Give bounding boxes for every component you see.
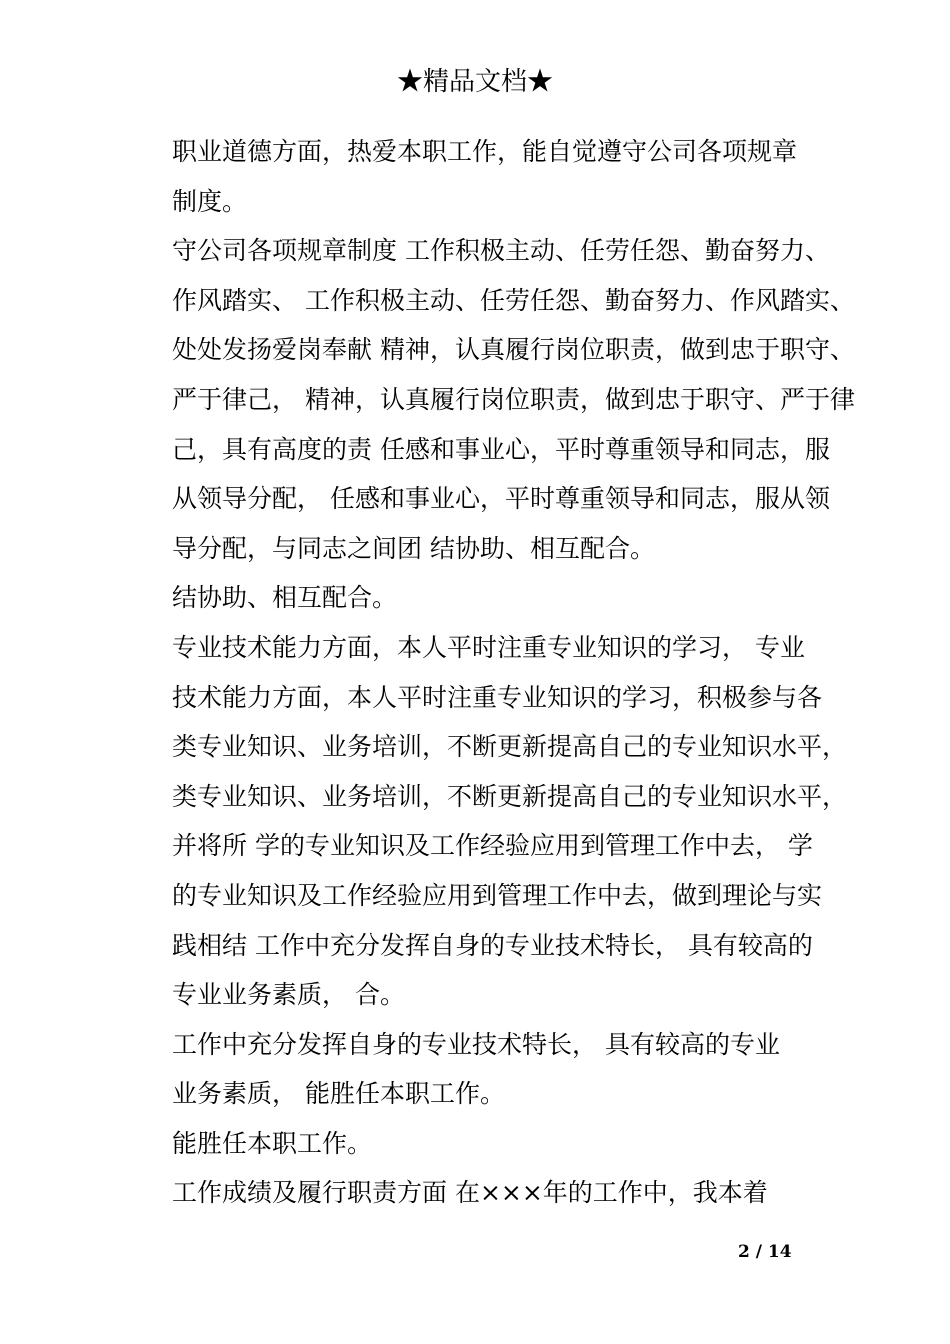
paragraph: [146, 1168, 810, 1218]
page-header-title: ★精品文档★: [396, 67, 553, 97]
text-line: 工作成绩及履行职责方面 在×××年的工作中，我本着: [172, 1178, 768, 1208]
document-body: [146, 127, 855, 1218]
paragraph: [146, 1119, 810, 1169]
text-line: 己，具有高度的责 任感和事业心，平时尊重领导和同志，服: [172, 434, 830, 464]
paragraph: [146, 127, 810, 226]
text-line: 专业业务素质， 合。: [172, 980, 405, 1010]
paragraph: [146, 623, 848, 1020]
paragraph: [146, 226, 855, 573]
text-line: 的专业知识及工作经验应用到管理工作中去，做到理论与实: [172, 880, 823, 910]
text-line: 工作中充分发挥自身的专业技术特长， 具有较高的专业: [172, 1029, 780, 1059]
text-line: 守公司各项规章制度 工作积极主动、任劳任怨、勤奋努力、: [172, 236, 830, 266]
text-line: 结协助、相互配合。: [172, 583, 398, 613]
text-line: 业务素质， 能胜任本职工作。: [172, 1079, 505, 1109]
text-line: 技术能力方面，本人平时注重专业知识的学习，积极参与各: [172, 682, 823, 712]
text-line: 类专业知识、业务培训，不断更新提高自己的专业知识水平，: [172, 781, 848, 811]
text-line: 作风踏实、 工作积极主动、任劳任怨、勤奋努力、作风踏实、: [172, 285, 855, 315]
page-number: 2 / 14: [738, 1242, 792, 1262]
text-line: 导分配，与同志之间团 结协助、相互配合。: [172, 533, 655, 563]
paragraph: [146, 1020, 810, 1119]
text-line: 制度。: [172, 186, 248, 216]
text-line: 类专业知识、业务培训，不断更新提高自己的专业知识水平，: [172, 732, 848, 762]
text-line: 严于律己， 精神，认真履行岗位职责，做到忠于职守、严于律: [172, 384, 855, 414]
text-line: 能胜任本职工作。: [172, 1128, 373, 1158]
text-line: 践相结 工作中充分发挥自身的专业技术特长， 具有较高的: [172, 930, 813, 960]
text-line: 专业技术能力方面，本人平时注重专业知识的学习， 专业: [172, 632, 805, 662]
text-line: 职业道德方面，热爱本职工作，能自觉遵守公司各项规章: [172, 137, 798, 166]
text-line: 从领导分配， 任感和事业心，平时尊重领导和同志，服从领: [172, 484, 830, 514]
text-line: 处处发扬爱岗奉献 精神，认真履行岗位职责，做到忠于职守、: [172, 335, 855, 365]
text-line: 并将所 学的专业知识及工作经验应用到管理工作中去， 学: [172, 831, 813, 861]
paragraph: [146, 573, 810, 623]
